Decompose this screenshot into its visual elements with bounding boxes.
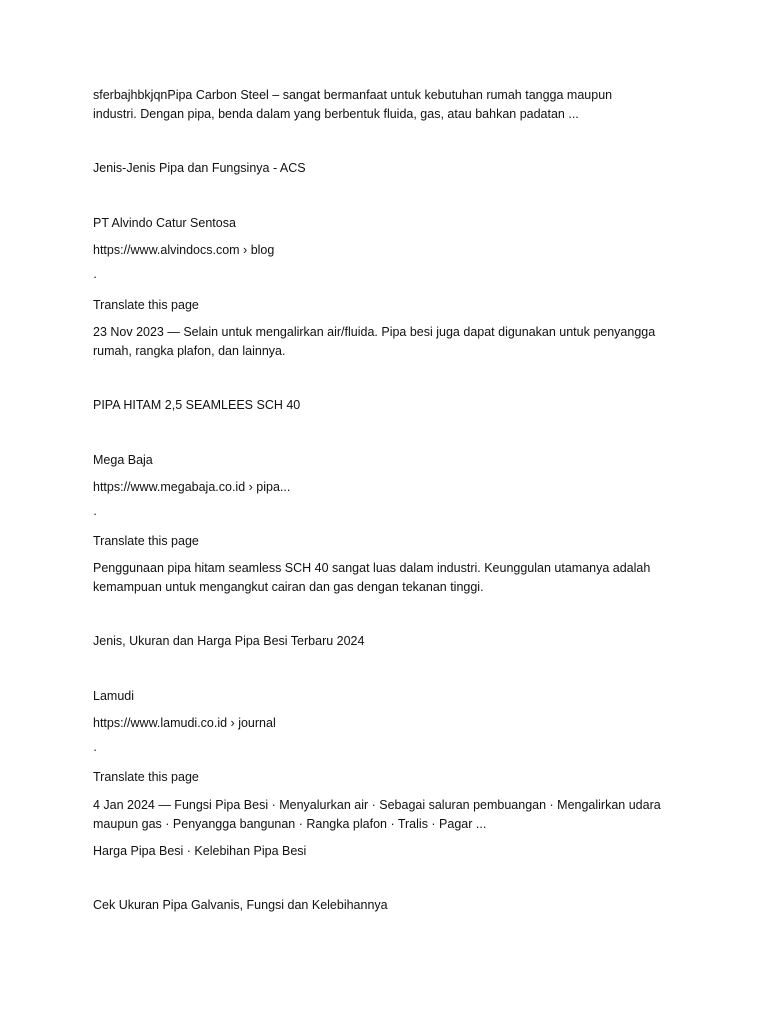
- result-snippet-line-2: rumah, rangka plafon, dan lainnya.: [93, 344, 286, 358]
- result-snippet-line-2: maupun gas · Penyangga bangunan · Rangka plafon · Tralis · Pagar ...: [93, 817, 487, 831]
- result-separator-dot: ·: [93, 270, 98, 284]
- result-separator-dot: ·: [93, 743, 98, 757]
- result-site-name: PT Alvindo Catur Sentosa: [93, 216, 236, 230]
- result-title[interactable]: Jenis-Jenis Pipa dan Fungsinya - ACS: [93, 161, 306, 175]
- result-url[interactable]: https://www.megabaja.co.id › pipa...: [93, 480, 291, 494]
- result-url[interactable]: https://www.alvindocs.com › blog: [93, 243, 275, 257]
- intro-text-line-1: sferbajhbkjqnPipa Carbon Steel – sangat bermanfaat untuk kebutuhan rumah tangga maupun: [93, 88, 613, 102]
- result-snippet-line-1: 4 Jan 2024 — Fungsi Pipa Besi · Menyalurkan air · Sebagai saluran pembuangan · Mengalirkan udara: [93, 798, 661, 812]
- result-url[interactable]: https://www.lamudi.co.id › journal: [93, 716, 276, 730]
- translate-link[interactable]: Translate this page: [93, 298, 199, 312]
- result-separator-dot: ·: [93, 507, 98, 521]
- result-title[interactable]: PIPA HITAM 2,5 SEAMLEES SCH 40: [93, 398, 301, 412]
- intro-text-line-2: industri. Dengan pipa, benda dalam yang berbentuk fluida, gas, atau bahkan padatan ...: [93, 107, 579, 121]
- result-sitelinks[interactable]: Harga Pipa Besi · Kelebihan Pipa Besi: [93, 844, 307, 858]
- result-site-name: Mega Baja: [93, 453, 153, 467]
- result-snippet-line-1: Penggunaan pipa hitam seamless SCH 40 sangat luas dalam industri. Keunggulan utamanya adalah: [93, 561, 651, 575]
- result-title[interactable]: Jenis, Ukuran dan Harga Pipa Besi Terbaru 2024: [93, 634, 365, 648]
- result-site-name: Lamudi: [93, 689, 134, 703]
- result-title[interactable]: Cek Ukuran Pipa Galvanis, Fungsi dan Kelebihannya: [93, 898, 388, 912]
- translate-link[interactable]: Translate this page: [93, 534, 199, 548]
- result-snippet-line-1: 23 Nov 2023 — Selain untuk mengalirkan air/fluida. Pipa besi juga dapat digunakan untuk penyangga: [93, 325, 656, 339]
- result-snippet-line-2: kemampuan untuk mengangkut cairan dan gas dengan tekanan tinggi.: [93, 580, 484, 594]
- translate-link[interactable]: Translate this page: [93, 770, 199, 784]
